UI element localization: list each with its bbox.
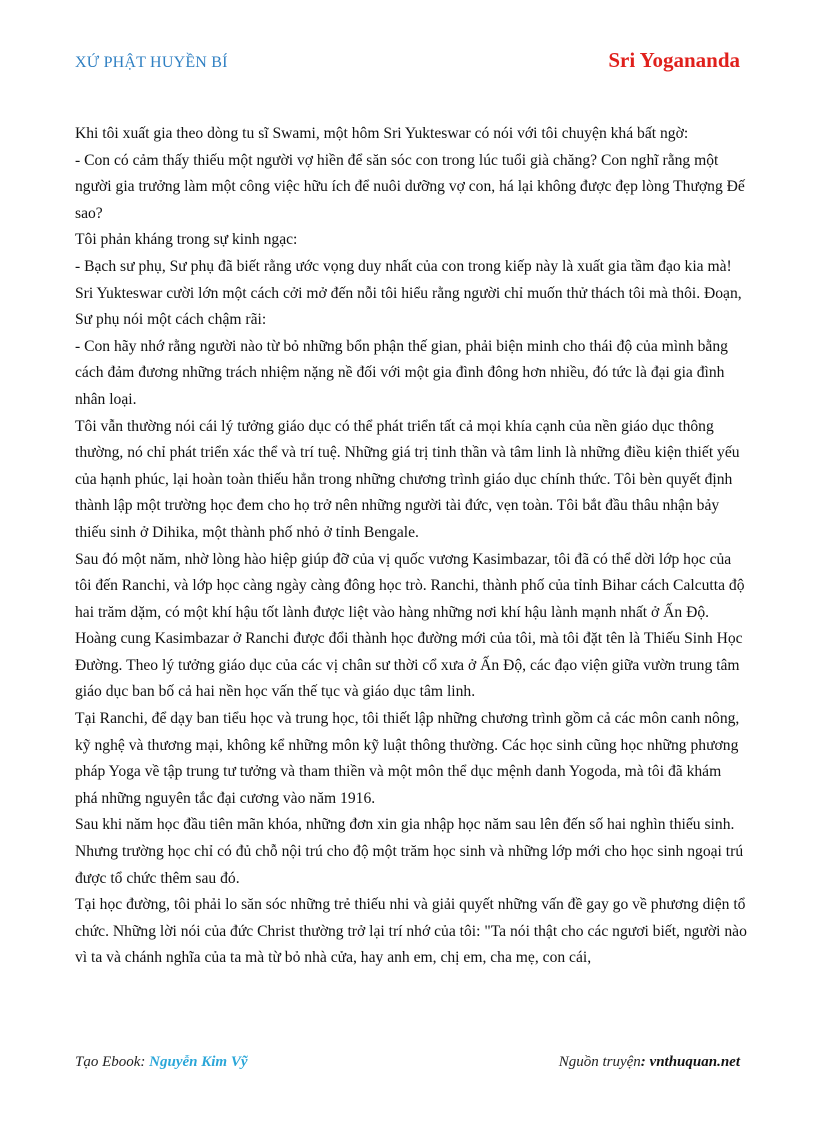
paragraph: Sau đó một năm, nhờ lòng hào hiệp giúp đỡ của vị quốc vương Kasimbazar, tôi đã có thể dời lớp học của tôi đến Ranchi, và lớp học càng ngày càng đông học trò. Ranchi, thành phố của tỉnh Bihar cách Calcutta độ hai trăm dặm, có một khí hậu tốt lành được liệt vào hàng những nơi khí hậu lành mạnh nhất ở Ấn Độ. Hoàng cung Kasimbazar ở Ranchi được đổi thành học đường mới của tôi, mà tôi đặt tên là Thiếu Sinh Học Đường. Theo lý tưởng giáo dục của các vị chân sư thời cổ xưa ở Ấn Độ, các đạo viện giữa vườn trung tâm giáo dục ban bố cả hai nền học vấn thế tục và giáo dục tâm linh.	[75, 550, 745, 701]
paragraph: Tại học đường, tôi phải lo săn sóc những trẻ thiếu nhi và giải quyết những vấn đề gay go về phương diện tổ chức. Những lời nói của đức Christ thường trở lại trí nhớ của tôi: "Ta nói thật cho các ngươi biết, người nào vì ta và chánh nghĩa của ta mà từ bỏ nhà cửa, hay anh em, chị em, cha mẹ, con cái,	[75, 896, 747, 967]
paragraph: Sau khi năm học đầu tiên mãn khóa, những đơn xin gia nhập học năm sau lên đến số hai nghìn thiếu sinh. Nhưng trường học chỉ có đủ chỗ nội trú cho độ một trăm học sinh và những lớp mới cho học sinh ngoại trú được tổ chức thêm sau đó.	[75, 816, 744, 887]
paragraph: Sri Yukteswar cười lớn một cách cởi mở đến nỗi tôi hiểu rằng người chỉ muốn thử thách tôi mà thôi. Đoạn, Sư phụ nói một cách chậm rãi:	[75, 284, 742, 329]
source-site: vnthuquan.net	[649, 1054, 740, 1070]
ebook-maker: Nguyễn Kim Vỹ	[149, 1054, 248, 1070]
book-title: XỨ PHẬT HUYỀN BÍ	[75, 54, 228, 71]
ebook-label: Tạo Ebook	[75, 1054, 141, 1070]
body-text	[75, 121, 747, 972]
paragraph: Tại Ranchi, để dạy ban tiểu học và trung học, tôi thiết lập những chương trình gồm cả các môn canh nông, kỹ nghệ và thương mại, không kể những môn kỹ luật thông thường. Các học sinh cũng học những phương pháp Yoga về tập trung tư tưởng và tham thiền và một môn thể dục mệnh danh Yogoda, mà tôi đã khám phá những nguyên tắc đại cương vào năm 1916.	[75, 710, 740, 807]
paragraph: - Con có cảm thấy thiếu một người vợ hiền để săn sóc con trong lúc tuổi già chăng? Con nghĩ rằng một người gia trưởng làm một công việc hữu ích để nuôi dưỡng vợ con, há lại không được đẹp lòng Thượng Đế sao?	[75, 151, 745, 222]
source-label: Nguồn truyện	[558, 1054, 641, 1070]
paragraph: Tôi phản kháng trong sự kinh ngạc:	[75, 231, 298, 249]
author-name: Sri Yogananda	[608, 48, 740, 72]
page-footer	[75, 1054, 740, 1071]
paragraph: Khi tôi xuất gia theo dòng tu sĩ Swami, một hôm Sri Yukteswar có nói với tôi chuyện khá bất ngờ:	[75, 125, 689, 142]
paragraph: Tôi vẫn thường nói cái lý tưởng giáo dục có thể phát triển tất cả mọi khía cạnh của nền giáo dục thông thường, nó chỉ phát triển xác thể và trí tuệ. Những giá trị tinh thần và tâm linh là những điều kiện thiết yếu của hạnh phúc, lại hoàn toàn thiếu hẳn trong những chương trình giáo dục chính thức. Tôi bèn quyết định thành lập một trường học đem cho họ trở nên những người tài đức, vẹn toàn. Tôi bắt đầu thâu nhận bảy thiếu sinh ở Dihika, một thành phố nhỏ ở tỉnh Bengale.	[75, 417, 740, 541]
page-header	[75, 48, 740, 76]
source-credit: Nguồn truyện: vnthuquan.net	[558, 1054, 740, 1070]
paragraph: - Bạch sư phụ, Sư phụ đã biết rằng ước vọng duy nhất của con trong kiếp này là xuất gia tầm đạo kia mà!	[75, 257, 732, 275]
paragraph: - Con hãy nhớ rằng người nào từ bỏ những bổn phận thế gian, phải biện minh cho thái độ của mình bằng cách đảm đương những trách nhiệm nặng nề đối với một gia đình đông hơn nhiều, đó tức là đại gia đình nhân loại.	[75, 337, 728, 408]
ebook-credit: Tạo Ebook: Nguyễn Kim Vỹ	[75, 1054, 248, 1070]
